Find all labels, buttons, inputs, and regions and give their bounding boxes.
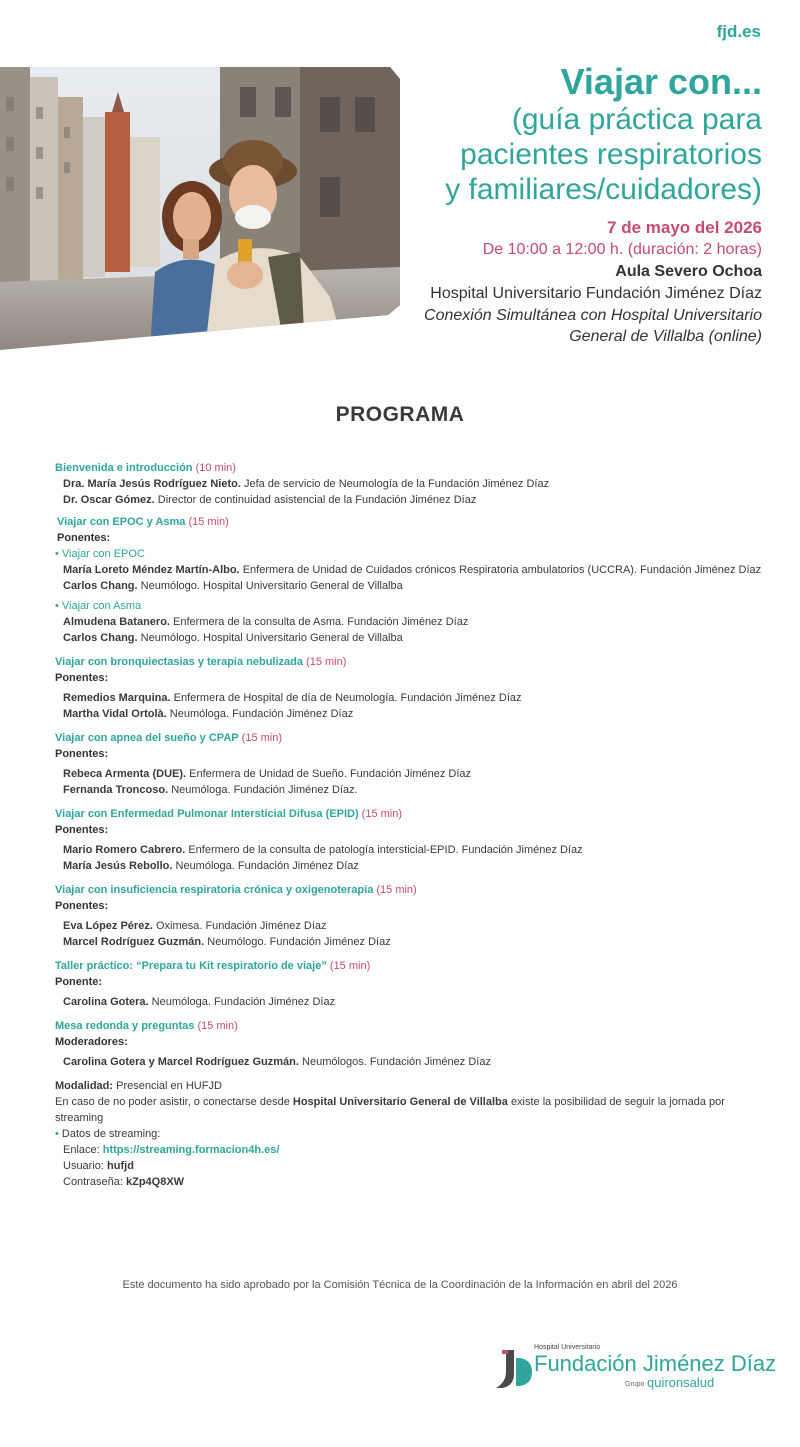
speaker — [55, 614, 775, 630]
speaker-role: Enfermera de la consulta de Asma. Fundación Jiménez Díaz — [173, 616, 469, 628]
ponentes-label: Ponentes: — [57, 532, 111, 544]
event-title: Viajar con... — [560, 61, 762, 102]
event-hospital: Hospital Universitario Fundación Jiménez Díaz — [430, 285, 762, 302]
section-title — [55, 1018, 775, 1034]
event-room: Aula Severo Ochoa — [615, 263, 762, 280]
speaker — [55, 858, 775, 874]
ponentes-label: Ponentes: — [55, 900, 109, 912]
section-title — [55, 882, 775, 898]
speaker-name: Eva López Pérez. — [63, 920, 153, 932]
ponentes-label: Ponentes: — [55, 824, 109, 836]
program-list — [55, 460, 775, 1190]
speaker-name: Martha Vidal Ortolà. — [63, 708, 167, 720]
user-label: Usuario: — [63, 1160, 104, 1172]
ponentes-label: Ponente: — [55, 976, 103, 988]
speaker-name: Dra. María Jesús Rodríguez Nieto. — [63, 478, 241, 490]
speaker — [55, 562, 775, 578]
program-heading: PROGRAMA — [335, 403, 465, 426]
event-subtitle-line-2: pacientes respiratorios — [460, 138, 762, 171]
speaker — [55, 492, 775, 508]
section-title-text: Bienvenida e introducción — [55, 462, 193, 474]
speaker — [55, 690, 775, 706]
connection-line-1 — [424, 305, 762, 326]
speaker-role: Neumóloga. Fundación Jiménez Díaz — [151, 996, 336, 1008]
speaker — [55, 918, 775, 934]
section-duration: (15 min) — [241, 732, 283, 744]
moderadores-label: Moderadores: — [55, 1036, 128, 1048]
subsection-title-text: Viajar con EPOC — [61, 548, 145, 560]
connection-hospital: Hospital Universitario — [610, 307, 762, 324]
section-title-text: Viajar con bronquiectasias y terapia nebulizada — [55, 656, 303, 668]
speaker-role: Enfermera de Hospital de día de Neumología. Fundación Jiménez Díaz — [173, 692, 522, 704]
logo-brand: quironsalud — [647, 1375, 715, 1390]
section-duration: (15 min) — [188, 516, 229, 528]
speaker — [55, 842, 775, 858]
speaker-name: Fernanda Troncoso. — [63, 784, 169, 796]
streaming-data-title — [55, 1126, 775, 1142]
speaker-name: Rebeca Armenta (DUE). — [63, 768, 187, 780]
speaker — [55, 766, 775, 782]
speaker-name: Almudena Batanero. — [63, 616, 170, 628]
section-duration: (15 min) — [361, 808, 403, 820]
subsection-title-text: Viajar con Asma — [61, 600, 142, 612]
speaker-role: Director de continuidad asistencial de la Fundación Jiménez Díaz — [157, 494, 477, 506]
section-duration: (15 min) — [329, 960, 371, 972]
bullet-icon: • — [55, 600, 62, 612]
speaker-name: Carolina Gotera y Marcel Rodríguez Guzmán. — [63, 1056, 299, 1068]
section-title — [55, 654, 775, 670]
speaker-name: María Loreto Méndez Martín-Albo. — [63, 564, 240, 576]
streaming-pass: kZp4Q8XW — [126, 1176, 185, 1188]
subsection-title — [55, 598, 775, 614]
speaker-role: Jefa de servicio de Neumología de la Fundación Jiménez Díaz — [243, 478, 550, 490]
subsection-title — [55, 546, 775, 562]
section-title — [55, 958, 775, 974]
event-subtitle-line-3: y familiares/cuidadores) — [445, 173, 762, 206]
event-date: 7 de mayo del 2026 — [607, 218, 762, 237]
streaming-link-row — [55, 1142, 775, 1158]
fjd-logo-icon — [492, 1348, 532, 1390]
speaker — [55, 630, 775, 646]
section-title — [55, 460, 775, 476]
logo-grupo: Grupo — [625, 1381, 645, 1388]
connection-line-2: General de Villalba (online) — [569, 328, 762, 345]
speaker-name: Carlos Chang. — [63, 632, 138, 644]
section-duration: (10 min) — [195, 462, 236, 474]
speaker-name: Carolina Gotera. — [63, 996, 149, 1008]
approval-note: Este documento ha sido aprobado por la Comisión Técnica de la Coordinación de la Información en abril del 2026 — [122, 1279, 678, 1291]
section-title — [55, 730, 775, 746]
speaker — [55, 706, 775, 722]
speaker-name: Remedios Marquina. — [63, 692, 171, 704]
section-title — [55, 806, 775, 822]
connection-prefix: Conexión Simultánea con — [424, 307, 607, 324]
streaming-label: Datos de streaming: — [61, 1128, 161, 1140]
modalidad-value: Presencial en HUFJD — [116, 1080, 222, 1092]
note-hospital: Hospital Universitario General de Villalba — [292, 1096, 508, 1108]
logo-name: Fundación Jiménez Díaz — [534, 1351, 777, 1376]
speaker-role: Neumóloga. Fundación Jiménez Díaz. — [171, 784, 358, 796]
streaming-note-end: streaming — [55, 1112, 104, 1124]
speaker — [55, 578, 775, 594]
bullet-icon: • — [55, 1128, 62, 1140]
section-title — [55, 514, 775, 530]
speaker-role: Neumólogos. Fundación Jiménez Díaz — [302, 1056, 491, 1068]
speaker-role: Neumóloga. Fundación Jiménez Díaz — [169, 708, 354, 720]
event-subtitle-line-1: (guía práctica para — [511, 103, 762, 136]
streaming-pass-row — [55, 1174, 775, 1190]
speaker-name: Dr. Oscar Gómez. — [63, 494, 155, 506]
speaker — [55, 1054, 775, 1070]
speaker-role: Enfermera de Unidad de Sueño. Fundación Jiménez Díaz — [189, 768, 472, 780]
speaker-name: Carlos Chang. — [63, 580, 138, 592]
event-header — [424, 62, 762, 347]
speaker-role: Enfermero de la consulta de patología intersticial-EPID. Fundación Jiménez Díaz — [188, 844, 583, 856]
speaker — [55, 782, 775, 798]
speaker-role: Neumólogo. Fundación Jiménez Díaz — [207, 936, 391, 948]
speaker-name: Mario Romero Cabrero. — [63, 844, 186, 856]
speaker — [55, 476, 775, 492]
modalidad-label: Modalidad: — [55, 1080, 114, 1092]
section-title-text: Mesa redonda y preguntas — [55, 1020, 195, 1032]
speaker-name: María Jesús Rebollo. — [63, 860, 173, 872]
section-title-text: Taller práctico: “Prepara tu Kit respiratorio de viaje” — [55, 960, 327, 972]
streaming-user: hufjd — [107, 1160, 134, 1172]
section-duration: (15 min) — [306, 656, 347, 668]
pass-label: Contraseña: — [63, 1176, 123, 1188]
event-time: De 10:00 a 12:00 h. (duración: 2 horas) — [482, 241, 762, 258]
section-title-text: Viajar con Enfermedad Pulmonar Intersticial Difusa (EPID) — [55, 808, 359, 820]
speaker — [55, 994, 775, 1010]
link-label: Enlace: — [63, 1144, 100, 1156]
section-title-text: Viajar con insuficiencia respiratoria crónica y oxigenoterapia — [55, 884, 374, 896]
hospital-logo — [492, 1344, 777, 1394]
modalidad — [55, 1078, 775, 1094]
streaming-user-row — [55, 1158, 775, 1174]
logo-subtitle: Hospital Universitario — [534, 1344, 601, 1351]
speaker-role: Neumólogo. Hospital Universitario General de Villalba — [140, 580, 403, 592]
section-title-text: Viajar con apnea del sueño y CPAP — [55, 732, 239, 744]
speaker-role: Oximesa. Fundación Jiménez Díaz — [155, 920, 327, 932]
hero-photo — [0, 67, 400, 350]
note-prefix: En caso de no poder asistir, o conectarse desde — [55, 1096, 290, 1108]
section-title-text: Viajar con EPOC y Asma — [57, 516, 186, 528]
speaker — [55, 934, 775, 950]
streaming-link[interactable]: https://streaming.formacion4h.es/ — [102, 1144, 280, 1156]
speaker-name: Marcel Rodríguez Guzmán. — [63, 936, 205, 948]
streaming-note — [55, 1094, 775, 1110]
site-url[interactable]: fjd.es — [716, 22, 761, 41]
speaker-role: Neumóloga. Fundación Jiménez Díaz — [175, 860, 359, 872]
section-duration: (15 min) — [197, 1020, 238, 1032]
speaker-role: Neumólogo. Hospital Universitario General de Villalba — [140, 632, 403, 644]
note-suffix: existe la posibilidad de seguir la jornada por — [510, 1096, 725, 1108]
speaker-role: Enfermera de Unidad de Cuidados crónicos Respiratoria ambulatorios (UCCRA). Fundación Jiménez Díaz — [242, 564, 762, 576]
bullet-icon: • — [55, 548, 62, 560]
section-duration: (15 min) — [376, 884, 417, 896]
ponentes-label: Ponentes: — [55, 672, 109, 684]
ponentes-label: Ponentes: — [55, 748, 109, 760]
